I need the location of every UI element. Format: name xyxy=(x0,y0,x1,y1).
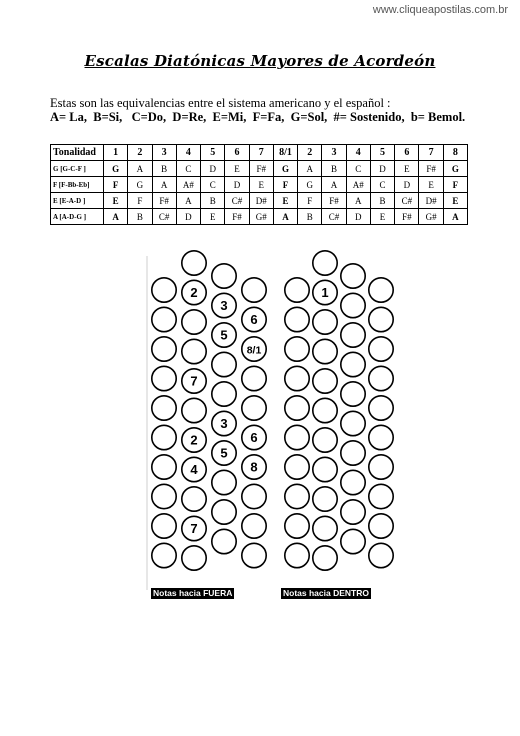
note-cell: A# xyxy=(176,177,200,193)
button-number-label: 6 xyxy=(250,430,258,445)
accordion-button xyxy=(182,339,206,363)
row-key-label: F [F-Bb-Eb] xyxy=(51,177,104,193)
note-cell: E xyxy=(249,177,273,193)
accordion-button xyxy=(369,514,393,538)
button-number-label: 7 xyxy=(190,373,198,389)
note-cell: F# xyxy=(152,193,176,209)
note-cell: G xyxy=(104,161,128,177)
accordion-button xyxy=(152,278,176,302)
accordion-button xyxy=(152,337,176,361)
keyboard-caption: Notas hacia FUERA xyxy=(153,588,233,598)
accordion-button xyxy=(212,264,236,288)
note-cell: A xyxy=(104,209,128,225)
accordion-button xyxy=(152,396,176,420)
accordion-button xyxy=(369,425,393,449)
accordion-button xyxy=(313,310,337,334)
accordion-button xyxy=(369,455,393,479)
note-cell: F xyxy=(443,177,467,193)
accordion-button xyxy=(285,396,309,420)
accordion-button xyxy=(152,425,176,449)
note-cell: A xyxy=(152,177,176,193)
accordion-button xyxy=(341,529,365,553)
accordion-button xyxy=(341,352,365,376)
accordion-button xyxy=(285,278,309,302)
accordion-button xyxy=(313,428,337,452)
accordion-button xyxy=(152,366,176,390)
note-cell: C# xyxy=(225,193,249,209)
button-number-label: 3 xyxy=(220,298,228,313)
note-cell: B xyxy=(322,161,346,177)
note-cell: D xyxy=(225,177,249,193)
equivalences-text: A= La, B=Si, C=Do, D=Re, E=Mi, F=Fa, G=Sol, #= Sostenido, b= Bemol. xyxy=(50,110,466,124)
accordion-button xyxy=(369,484,393,508)
accordion-button xyxy=(341,411,365,435)
note-cell: D xyxy=(370,161,394,177)
column-header-degree: 4 xyxy=(346,145,370,161)
column-header-degree: 8 xyxy=(443,145,467,161)
accordion-button xyxy=(313,339,337,363)
site-watermark: www.cliqueapostilas.com.br xyxy=(372,4,508,16)
note-cell: F xyxy=(128,193,152,209)
button-number-label: 5 xyxy=(220,445,228,461)
button-number-label: 6 xyxy=(250,312,258,327)
accordion-button xyxy=(285,455,309,479)
button-number-label: 1 xyxy=(321,285,329,300)
keyboard-fuera xyxy=(147,251,266,590)
column-header-degree: 1 xyxy=(104,145,128,161)
accordion-button xyxy=(182,398,206,422)
note-cell: A xyxy=(128,161,152,177)
note-cell: A xyxy=(346,193,370,209)
note-cell: D xyxy=(395,177,419,193)
note-cell: F# xyxy=(395,209,419,225)
accordion-button xyxy=(285,514,309,538)
accordion-button xyxy=(152,543,176,567)
page-title: Escalas Diatónicas Mayores de Acordeón xyxy=(84,52,436,70)
accordion-button xyxy=(242,484,266,508)
accordion-button xyxy=(212,529,236,553)
note-cell: F# xyxy=(419,161,443,177)
accordion-button xyxy=(212,352,236,376)
note-cell: D xyxy=(176,209,200,225)
note-cell: B xyxy=(201,193,225,209)
accordion-button xyxy=(369,396,393,420)
note-cell: C# xyxy=(152,209,176,225)
note-cell: A# xyxy=(346,177,370,193)
button-number-label: 3 xyxy=(220,416,228,431)
accordion-button xyxy=(242,543,266,567)
note-cell: E xyxy=(443,193,467,209)
note-cell: G xyxy=(298,177,322,193)
note-cell: G# xyxy=(419,209,443,225)
accordion-button xyxy=(313,516,337,540)
accordion-button xyxy=(369,543,393,567)
accordion-button xyxy=(369,366,393,390)
accordion-button xyxy=(341,323,365,347)
column-header-degree: 4 xyxy=(176,145,200,161)
accordion-button xyxy=(152,484,176,508)
note-cell: E xyxy=(201,209,225,225)
accordion-button xyxy=(341,264,365,288)
note-cell: C# xyxy=(395,193,419,209)
accordion-button xyxy=(152,307,176,331)
accordion-button xyxy=(313,369,337,393)
column-header-degree: 8/1 xyxy=(273,145,297,161)
accordion-button xyxy=(285,366,309,390)
accordion-button xyxy=(313,457,337,481)
column-header-degree: 6 xyxy=(225,145,249,161)
note-cell: G# xyxy=(249,209,273,225)
note-cell: D xyxy=(201,161,225,177)
button-number-label: 4 xyxy=(190,462,198,477)
column-header-tonalidad: Tonalidad xyxy=(51,145,104,161)
note-cell: F# xyxy=(225,209,249,225)
accordion-button xyxy=(242,514,266,538)
note-cell: E xyxy=(395,161,419,177)
note-cell: C# xyxy=(322,209,346,225)
button-number-label: 8 xyxy=(250,459,258,475)
accordion-button xyxy=(341,293,365,317)
note-cell: G xyxy=(443,161,467,177)
note-cell: C xyxy=(201,177,225,193)
button-number-label: 2 xyxy=(190,285,198,300)
row-key-label: G [G-C-F ] xyxy=(51,161,104,177)
accordion-button xyxy=(182,310,206,334)
column-header-degree: 7 xyxy=(249,145,273,161)
accordion-button xyxy=(182,546,206,570)
column-header-degree: 2 xyxy=(298,145,322,161)
column-header-degree: 2 xyxy=(128,145,152,161)
accordion-button xyxy=(369,307,393,331)
note-cell: C xyxy=(346,161,370,177)
note-cell: E xyxy=(370,209,394,225)
note-cell: A xyxy=(443,209,467,225)
button-number-label: 2 xyxy=(190,432,198,448)
row-key-label: E [E-A-D ] xyxy=(51,193,104,209)
note-cell: A xyxy=(322,177,346,193)
accordion-button xyxy=(313,546,337,570)
note-cell: C xyxy=(176,161,200,177)
column-header-degree: 3 xyxy=(322,145,346,161)
note-cell: F# xyxy=(249,161,273,177)
intro-text: Estas son las equivalencias entre el sistema americano y el español : xyxy=(50,96,391,110)
accordion-button xyxy=(313,487,337,511)
note-cell: B xyxy=(370,193,394,209)
note-cell: E xyxy=(104,193,128,209)
accordion-button xyxy=(212,470,236,494)
accordion-button xyxy=(212,382,236,406)
note-cell: E xyxy=(273,193,297,209)
note-cell: D# xyxy=(419,193,443,209)
accordion-button xyxy=(182,487,206,511)
accordion-button xyxy=(313,398,337,422)
note-cell: B xyxy=(128,209,152,225)
accordion-button xyxy=(341,470,365,494)
column-header-degree: 5 xyxy=(201,145,225,161)
note-cell: B xyxy=(152,161,176,177)
accordion-button xyxy=(152,455,176,479)
keyboard-dentro xyxy=(285,251,393,570)
note-cell: D xyxy=(346,209,370,225)
button-number-label: 5 xyxy=(220,327,228,343)
accordion-button xyxy=(182,251,206,275)
note-cell: G xyxy=(128,177,152,193)
note-cell: F xyxy=(273,177,297,193)
note-cell: C xyxy=(370,177,394,193)
note-cell: A xyxy=(176,193,200,209)
note-cell: F xyxy=(104,177,128,193)
note-cell: F# xyxy=(322,193,346,209)
accordion-button xyxy=(242,396,266,420)
accordion-button xyxy=(313,251,337,275)
row-key-label: A [A-D-G ] xyxy=(51,209,104,225)
accordion-button xyxy=(341,441,365,465)
accordion-button xyxy=(242,366,266,390)
column-header-degree: 6 xyxy=(395,145,419,161)
note-cell: G xyxy=(273,161,297,177)
note-cell: A xyxy=(298,161,322,177)
accordion-button xyxy=(152,514,176,538)
accordion-button xyxy=(369,278,393,302)
accordion-button xyxy=(285,307,309,331)
column-header-degree: 3 xyxy=(152,145,176,161)
accordion-button xyxy=(242,278,266,302)
note-cell: E xyxy=(225,161,249,177)
column-header-degree: 7 xyxy=(419,145,443,161)
accordion-button xyxy=(369,337,393,361)
keyboard-caption: Notas hacia DENTRO xyxy=(283,588,369,598)
accordion-button xyxy=(212,500,236,524)
accordion-button xyxy=(285,543,309,567)
accordion-button xyxy=(341,382,365,406)
accordion-button xyxy=(285,425,309,449)
note-cell: E xyxy=(419,177,443,193)
note-cell: F xyxy=(298,193,322,209)
note-cell: B xyxy=(298,209,322,225)
button-number-label: 8/1 xyxy=(246,344,262,357)
button-number-label: 7 xyxy=(190,521,198,536)
accordion-button xyxy=(285,337,309,361)
accordion-button xyxy=(285,484,309,508)
column-header-degree: 5 xyxy=(370,145,394,161)
note-cell: A xyxy=(273,209,297,225)
accordion-button xyxy=(341,500,365,524)
note-cell: D# xyxy=(249,193,273,209)
